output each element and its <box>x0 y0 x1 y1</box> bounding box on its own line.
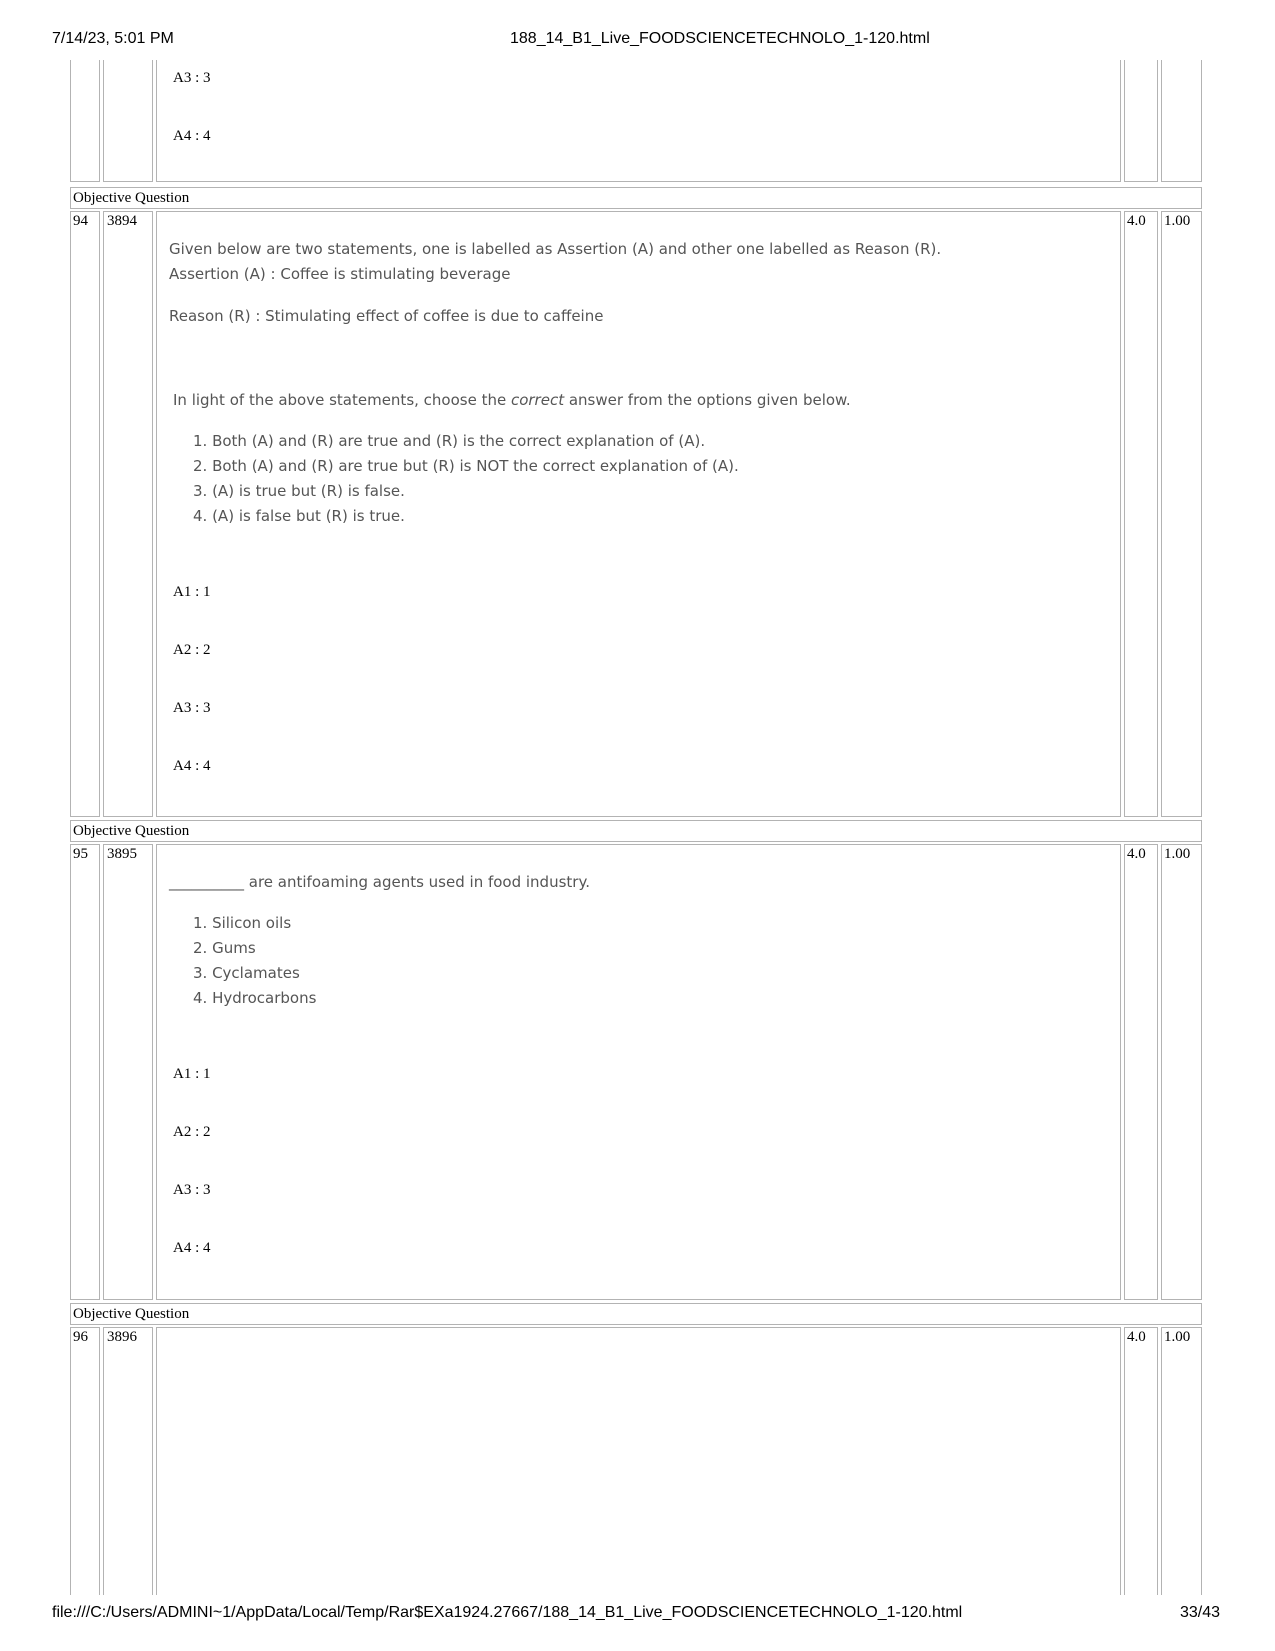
question-type-label: Objective Question <box>70 187 1202 209</box>
instruction-text-end: answer from the options given below. <box>564 391 851 409</box>
print-page-number: 33/43 <box>1180 1604 1221 1621</box>
choice-option-2: 2. Both (A) and (R) are true but (R) is NOT the correct explanation of (A). <box>193 457 739 475</box>
answer-option-a2: A2 : 2 <box>173 1124 211 1140</box>
print-datetime: 7/14/23, 5:01 PM <box>52 30 174 47</box>
question-type-label: Objective Question <box>70 820 1202 842</box>
question-id: 3894 <box>107 213 137 229</box>
question-serial-number: 94 <box>73 213 88 229</box>
choice-option-1: 1. Both (A) and (R) are true and (R) is the correct explanation of (A). <box>193 432 706 450</box>
choice-option-4: 4. Hydrocarbons <box>193 989 317 1007</box>
assertion-statement: Assertion (A) : Coffee is stimulating beverage <box>169 265 511 283</box>
answer-option-a2: A2 : 2 <box>173 642 211 658</box>
instruction-emphasis: correct <box>510 391 565 409</box>
question-type-label: Objective Question <box>70 1303 1202 1325</box>
print-file-path: file:///C:/Users/ADMINI~1/AppData/Local/Temp/Rar$EXa1924.27667/188_14_B1_Live_FOODSCIENCETECHNOLO_1-120.html <box>52 1604 963 1621</box>
answer-option-a4: A4 : 4 <box>173 1240 211 1256</box>
negative-marks: 1.00 <box>1164 1329 1191 1345</box>
answer-option-a1: A1 : 1 <box>173 1066 211 1082</box>
instruction-text-start: In light of the above statements, choose the <box>173 391 511 409</box>
answer-option-a3: A3 : 3 <box>173 1182 211 1198</box>
answer-option-a4: A4 : 4 <box>173 758 211 774</box>
print-document-title: 188_14_B1_Live_FOODSCIENCETECHNOLO_1-120.html <box>510 30 930 47</box>
choice-option-3: 3. (A) is true but (R) is false. <box>193 482 405 500</box>
negative-marks: 1.00 <box>1164 846 1191 862</box>
question-serial-number: 96 <box>73 1329 88 1345</box>
choice-option-1: 1. Silicon oils <box>193 914 292 932</box>
reason-statement: Reason (R) : Stimulating effect of coffee is due to caffeine <box>169 307 604 325</box>
question-marks: 4.0 <box>1127 1329 1146 1345</box>
question-id: 3896 <box>107 1329 137 1345</box>
answer-option-a4: A4 : 4 <box>173 128 211 144</box>
negative-marks: 1.00 <box>1164 213 1191 229</box>
question-marks: 4.0 <box>1127 846 1146 862</box>
choice-option-4: 4. (A) is false but (R) is true. <box>193 507 405 525</box>
question-statement-intro: Given below are two statements, one is labelled as Assertion (A) and other one labelled as Reason (R). <box>169 240 942 258</box>
answer-option-a3: A3 : 3 <box>173 700 211 716</box>
question-id: 3895 <box>107 846 137 862</box>
question-serial-number: 95 <box>73 846 88 862</box>
question-text-body: are antifoaming agents used in food industry. <box>244 873 590 891</box>
question-instruction <box>173 391 851 409</box>
choice-option-2: 2. Gums <box>193 939 256 957</box>
question-text <box>169 873 590 891</box>
fill-in-blank: __________ <box>169 873 244 891</box>
question-marks: 4.0 <box>1127 213 1146 229</box>
answer-option-a3: A3 : 3 <box>173 70 211 86</box>
choice-option-3: 3. Cyclamates <box>193 964 300 982</box>
answer-option-a1: A1 : 1 <box>173 584 211 600</box>
